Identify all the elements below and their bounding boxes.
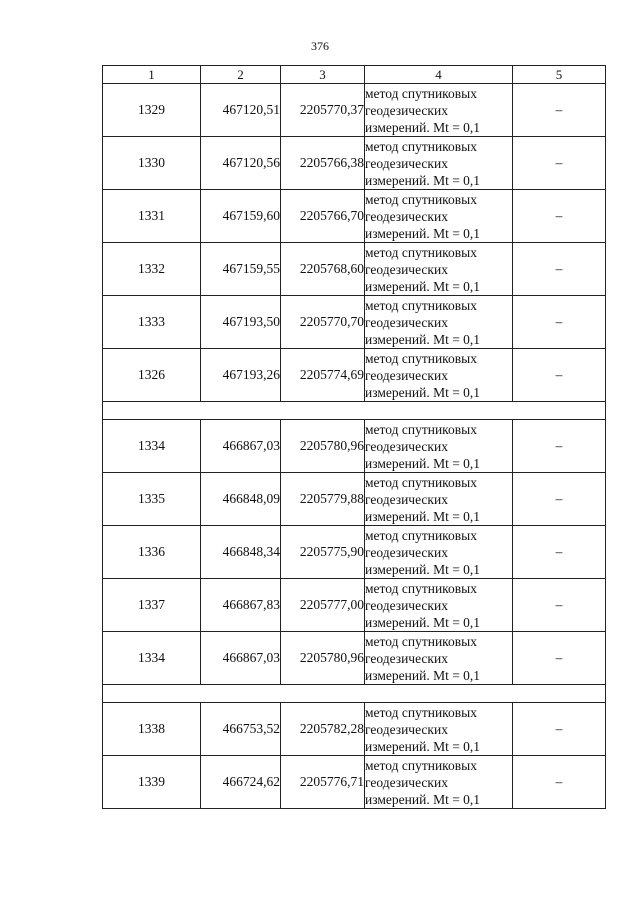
- method-line: измерений. Mt = 0,1: [365, 278, 481, 294]
- note-cell: –: [513, 632, 606, 685]
- method-line: геодезических: [365, 208, 448, 224]
- point-number-cell: 1332: [103, 243, 201, 296]
- point-number-cell: 1326: [103, 349, 201, 402]
- method-line: метод спутниковых: [365, 85, 477, 101]
- method-line: геодезических: [365, 650, 448, 666]
- method-cell: [365, 84, 513, 137]
- note-cell: –: [513, 84, 606, 137]
- table-row: [103, 526, 606, 579]
- x-coordinate-cell: 467120,51: [201, 84, 281, 137]
- point-number-cell: 1329: [103, 84, 201, 137]
- note-cell: –: [513, 526, 606, 579]
- y-coordinate-cell: 2205782,28: [281, 703, 365, 756]
- table-row: [103, 579, 606, 632]
- method-line: геодезических: [365, 438, 448, 454]
- y-coordinate-cell: 2205770,70: [281, 296, 365, 349]
- table-row: [103, 190, 606, 243]
- header-cell: 1: [103, 66, 201, 84]
- x-coordinate-cell: 467159,55: [201, 243, 281, 296]
- y-coordinate-cell: 2205768,60: [281, 243, 365, 296]
- method-cell: [365, 296, 513, 349]
- method-line: геодезических: [365, 102, 448, 118]
- method-line: геодезических: [365, 261, 448, 277]
- point-number-cell: 1337: [103, 579, 201, 632]
- note-cell: –: [513, 703, 606, 756]
- method-line: метод спутниковых: [365, 580, 477, 596]
- method-cell: [365, 579, 513, 632]
- page-number: 376: [311, 39, 329, 53]
- method-cell: [365, 349, 513, 402]
- method-line: измерений. Mt = 0,1: [365, 614, 481, 630]
- method-line: измерений. Mt = 0,1: [365, 791, 481, 807]
- point-number-cell: 1334: [103, 632, 201, 685]
- x-coordinate-cell: 466867,83: [201, 579, 281, 632]
- y-coordinate-cell: 2205766,70: [281, 190, 365, 243]
- y-coordinate-cell: 2205777,00: [281, 579, 365, 632]
- method-line: измерений. Mt = 0,1: [365, 561, 481, 577]
- method-line: измерений. Mt = 0,1: [365, 455, 481, 471]
- x-coordinate-cell: 466867,03: [201, 420, 281, 473]
- header-cell: 2: [201, 66, 281, 84]
- y-coordinate-cell: 2205774,69: [281, 349, 365, 402]
- method-cell: [365, 703, 513, 756]
- table-row: [103, 632, 606, 685]
- method-line: измерений. Mt = 0,1: [365, 667, 481, 683]
- separator-row: [103, 685, 606, 703]
- method-line: геодезических: [365, 597, 448, 613]
- header-row: [103, 66, 606, 84]
- x-coordinate-cell: 466848,34: [201, 526, 281, 579]
- point-number-cell: 1333: [103, 296, 201, 349]
- method-line: геодезических: [365, 721, 448, 737]
- x-coordinate-cell: 467193,26: [201, 349, 281, 402]
- separator-cell: [103, 685, 606, 703]
- table-row: [103, 473, 606, 526]
- method-line: метод спутниковых: [365, 350, 477, 366]
- point-number-cell: 1335: [103, 473, 201, 526]
- method-line: измерений. Mt = 0,1: [365, 172, 481, 188]
- note-cell: –: [513, 349, 606, 402]
- point-number-cell: 1339: [103, 756, 201, 809]
- method-line: метод спутниковых: [365, 138, 477, 154]
- method-line: измерений. Mt = 0,1: [365, 119, 481, 135]
- method-line: метод спутниковых: [365, 191, 477, 207]
- method-line: метод спутниковых: [365, 633, 477, 649]
- table-row: [103, 703, 606, 756]
- note-cell: –: [513, 579, 606, 632]
- header-cell: 3: [281, 66, 365, 84]
- table-row: [103, 756, 606, 809]
- method-line: метод спутниковых: [365, 704, 477, 720]
- y-coordinate-cell: 2205780,96: [281, 420, 365, 473]
- separator-row: [103, 402, 606, 420]
- note-cell: –: [513, 420, 606, 473]
- y-coordinate-cell: 2205779,88: [281, 473, 365, 526]
- method-cell: [365, 632, 513, 685]
- coordinates-table: [102, 65, 606, 809]
- table-row: [103, 84, 606, 137]
- point-number-cell: 1334: [103, 420, 201, 473]
- method-line: геодезических: [365, 544, 448, 560]
- method-cell: [365, 756, 513, 809]
- method-line: измерений. Mt = 0,1: [365, 508, 481, 524]
- method-line: геодезических: [365, 314, 448, 330]
- method-line: геодезических: [365, 491, 448, 507]
- table-row: [103, 296, 606, 349]
- x-coordinate-cell: 467159,60: [201, 190, 281, 243]
- y-coordinate-cell: 2205775,90: [281, 526, 365, 579]
- note-cell: –: [513, 137, 606, 190]
- method-line: измерений. Mt = 0,1: [365, 738, 481, 754]
- method-line: метод спутниковых: [365, 421, 477, 437]
- method-line: измерений. Mt = 0,1: [365, 225, 481, 241]
- x-coordinate-cell: 467193,50: [201, 296, 281, 349]
- note-cell: –: [513, 296, 606, 349]
- header-cell: 4: [365, 66, 513, 84]
- method-cell: [365, 243, 513, 296]
- x-coordinate-cell: 466848,09: [201, 473, 281, 526]
- x-coordinate-cell: 466724,62: [201, 756, 281, 809]
- point-number-cell: 1331: [103, 190, 201, 243]
- separator-cell: [103, 402, 606, 420]
- method-line: метод спутниковых: [365, 244, 477, 260]
- method-line: измерений. Mt = 0,1: [365, 331, 481, 347]
- table-row: [103, 137, 606, 190]
- method-line: метод спутниковых: [365, 527, 477, 543]
- method-cell: [365, 190, 513, 243]
- table-row: [103, 420, 606, 473]
- method-line: геодезических: [365, 774, 448, 790]
- point-number-cell: 1338: [103, 703, 201, 756]
- note-cell: –: [513, 473, 606, 526]
- y-coordinate-cell: 2205776,71: [281, 756, 365, 809]
- table-row: [103, 349, 606, 402]
- y-coordinate-cell: 2205780,96: [281, 632, 365, 685]
- method-cell: [365, 137, 513, 190]
- method-line: измерений. Mt = 0,1: [365, 384, 481, 400]
- y-coordinate-cell: 2205770,37: [281, 84, 365, 137]
- method-line: метод спутниковых: [365, 474, 477, 490]
- method-cell: [365, 420, 513, 473]
- note-cell: –: [513, 243, 606, 296]
- x-coordinate-cell: 466753,52: [201, 703, 281, 756]
- method-line: метод спутниковых: [365, 297, 477, 313]
- method-cell: [365, 526, 513, 579]
- x-coordinate-cell: 466867,03: [201, 632, 281, 685]
- method-line: геодезических: [365, 367, 448, 383]
- method-line: геодезических: [365, 155, 448, 171]
- table-body: [103, 84, 606, 809]
- method-cell: [365, 473, 513, 526]
- header-cell: 5: [513, 66, 606, 84]
- point-number-cell: 1336: [103, 526, 201, 579]
- note-cell: –: [513, 756, 606, 809]
- y-coordinate-cell: 2205766,38: [281, 137, 365, 190]
- method-line: метод спутниковых: [365, 757, 477, 773]
- x-coordinate-cell: 467120,56: [201, 137, 281, 190]
- note-cell: –: [513, 190, 606, 243]
- point-number-cell: 1330: [103, 137, 201, 190]
- table-row: [103, 243, 606, 296]
